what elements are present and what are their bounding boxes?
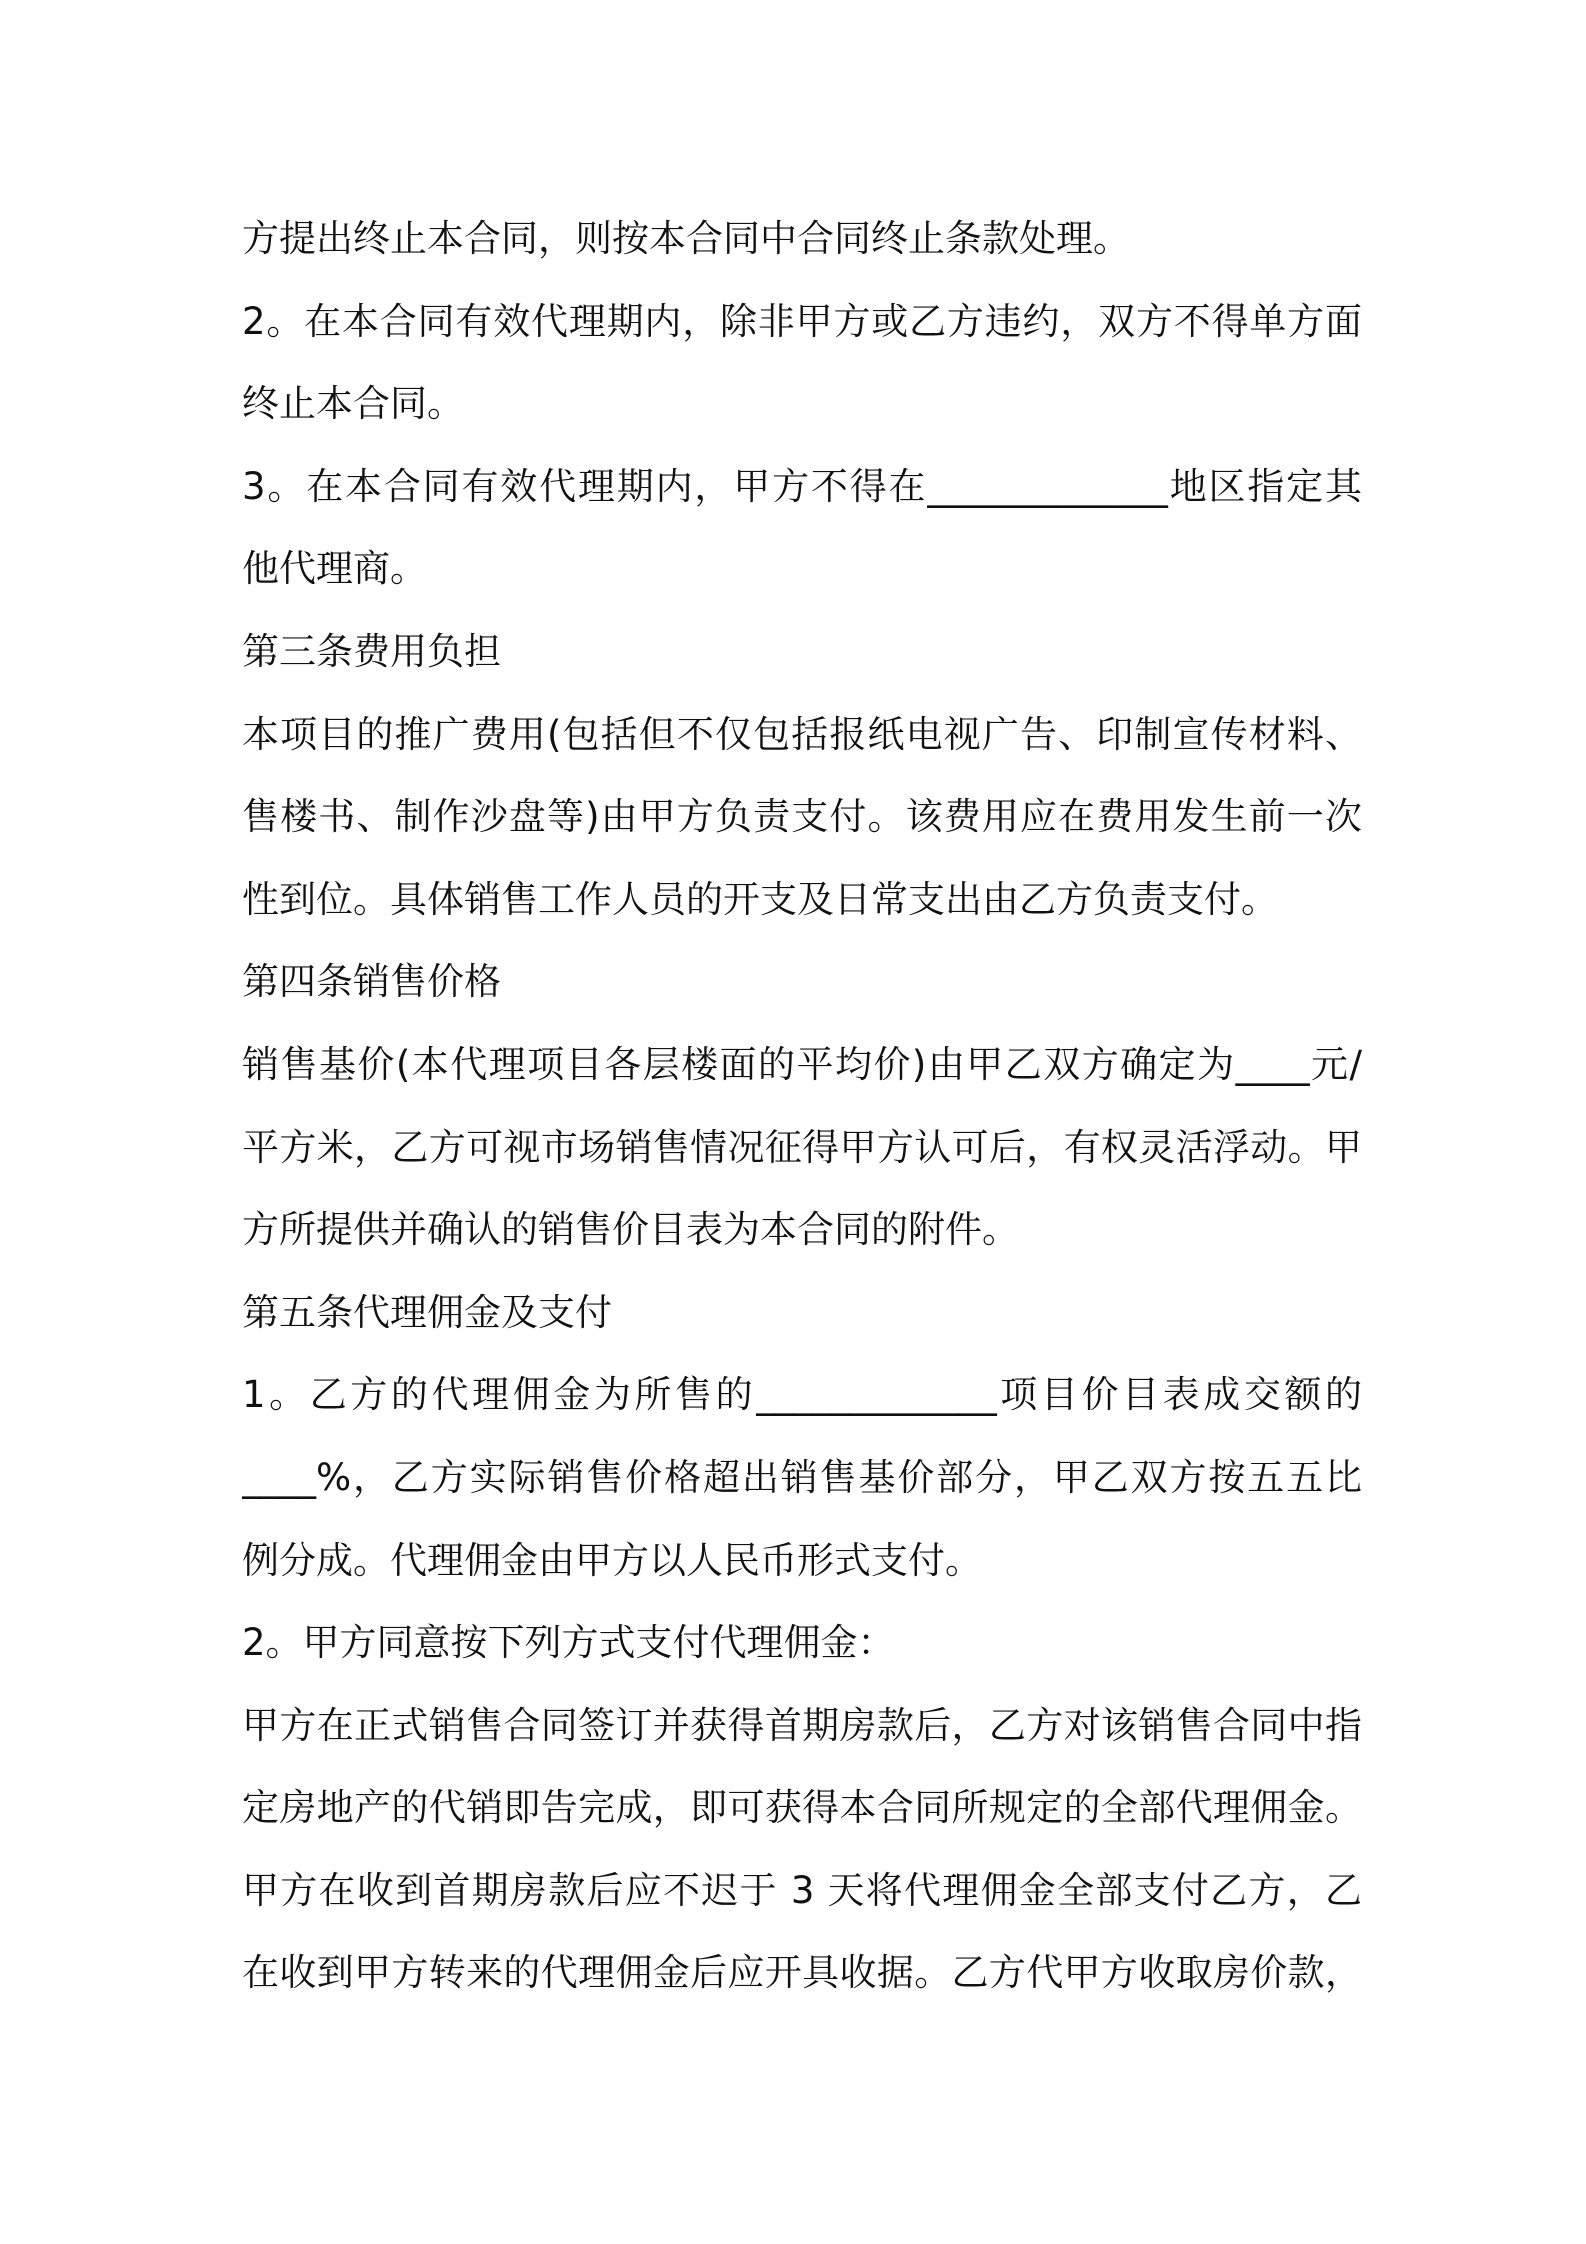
section-heading: 第四条销售价格 [242,960,501,1004]
text-line: 销售基价(本代理项目各层楼面的平均价)由甲乙双方确定为____元/ [242,1042,1362,1086]
text-line: 他代理商。 [242,547,427,591]
section-heading: 第三条费用负担 [242,629,501,673]
text-line: 2。在本合同有效代理期内，除非甲方或乙方违约，双方不得单方面 [242,299,1362,343]
text-line: 方所提供并确认的销售价目表为本合同的附件。 [242,1208,1019,1252]
text-line: 例分成。代理佣金由甲方以人民币形式支付。 [242,1538,982,1582]
section-heading: 第五条代理佣金及支付 [242,1290,612,1334]
text-line: 在收到甲方转来的代理佣金后应开具收据。乙方代甲方收取房价款， [242,1951,1362,1995]
text-line: 方提出终止本合同，则按本合同中合同终止条款处理。 [242,217,1130,260]
text-line: 终止本合同。 [242,382,464,426]
text-line: 售楼书、制作沙盘等)由甲方负责支付。该费用应在费用发生前一次 [242,795,1362,839]
text-line: 平方米，乙方可视市场销售情况征得甲方认可后，有权灵活浮动。甲 [242,1125,1362,1169]
text-line: 2。甲方同意按下列方式支付代理佣金： [242,1621,895,1665]
text-line: 3。在本合同有效代理期内，甲方不得在_____________地区指定其 [242,464,1362,508]
text-line: 本项目的推广费用(包括但不仅包括报纸电视广告、印制宣传材料、 [242,712,1362,756]
text-line: 1。乙方的代理佣金为所售的_____________项目价目表成交额的 [242,1373,1362,1417]
contract-text [242,198,1362,2015]
text-line: ____%，乙方实际销售价格超出销售基价部分，甲乙双方按五五比 [242,1455,1362,1499]
text-line: 性到位。具体销售工作人员的开支及日常支出由乙方负责支付。 [242,877,1278,921]
text-line: 甲方在收到首期房款后应不迟于 3 天将代理佣金全部支付乙方，乙 [242,1868,1362,1912]
text-line: 定房地产的代销即告完成，即可获得本合同所规定的全部代理佣金。 [242,1786,1362,1830]
text-line: 甲方在正式销售合同签订并获得首期房款后，乙方对该销售合同中指 [242,1703,1362,1747]
